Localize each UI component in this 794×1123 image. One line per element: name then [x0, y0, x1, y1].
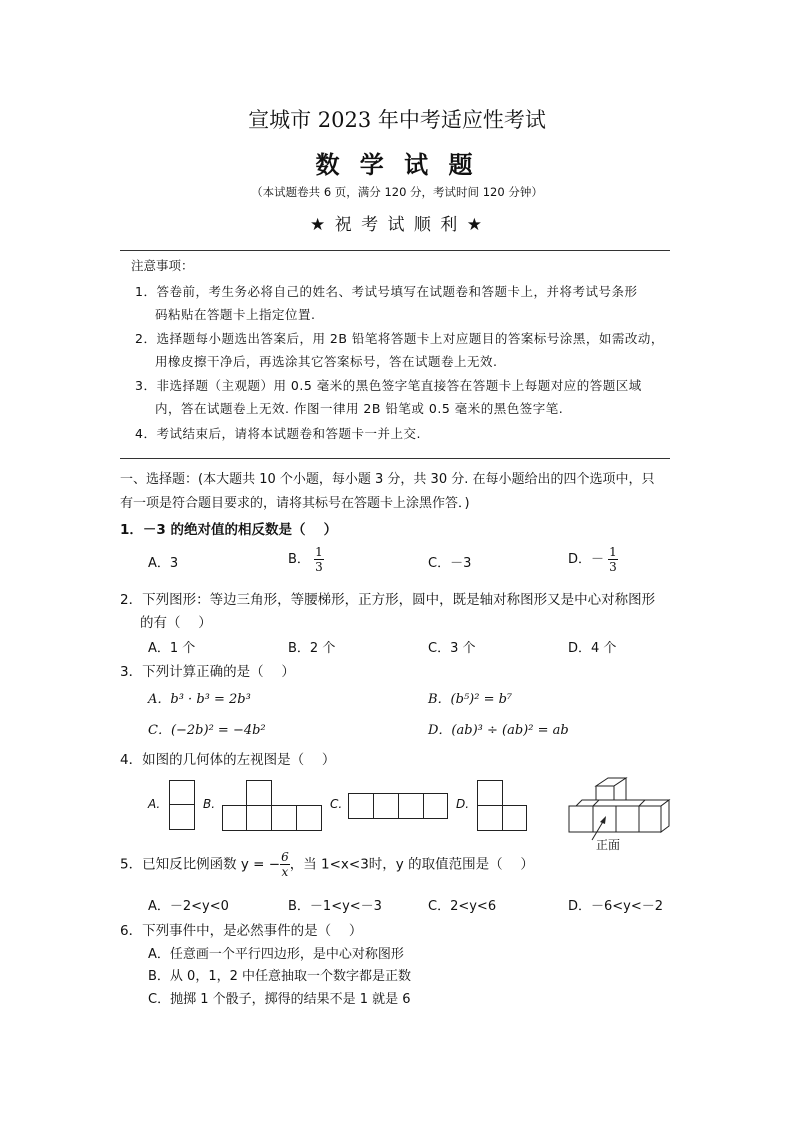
note-item: 3．非选择题（主观题）用 0.5 毫米的黑色签字笔直接答在答题卡上每题对应的答题区域 — [135, 378, 642, 393]
view-square — [477, 780, 503, 806]
q1-option-d-label: D．－ — [568, 552, 605, 567]
note-item: 4．考试结束后，请将本试题卷和答题卡一并上交. — [135, 426, 421, 441]
view-square — [502, 805, 527, 831]
q3-option-c: C．(−2b)² = −4b² — [148, 723, 266, 738]
q3-option-a: A．b³ · b³ = 2b³ — [148, 692, 251, 707]
q5-stem-pre: 5．已知反比例函数 y = − — [120, 856, 281, 873]
cube-face — [661, 800, 669, 832]
q2-option-a: A．1 个 — [148, 641, 196, 656]
fraction-numerator: 1 — [315, 545, 323, 559]
q1-option-c: C．－3 — [428, 556, 472, 571]
q4-figure-caption: 正面 — [596, 838, 621, 852]
q1-option-b — [288, 545, 324, 574]
q4-option-b: B. — [203, 797, 216, 811]
q5-option-b: B．－1<y<－3 — [288, 899, 382, 914]
q6-option-c: C．抛掷 1 个骰子，掷得的结果不是 1 就是 6 — [148, 992, 411, 1007]
view-square — [246, 805, 272, 831]
q1-option-a: A．3 — [148, 556, 179, 571]
exam-title: 宣城市 2023 年中考适应性考试 — [248, 108, 546, 132]
question-5 — [120, 850, 534, 879]
q5-option-a: A．－2<y<0 — [148, 899, 229, 914]
q2-option-b: B．2 个 — [288, 641, 336, 656]
fraction-denominator: 3 — [315, 560, 323, 574]
exam-info: （本试题卷共 6 页，满分 120 分，考试时间 120 分钟） — [251, 185, 543, 199]
fraction-denominator: x — [281, 865, 289, 879]
section-heading: 一、选择题：(本大题共 10 个小题，每小题 3 分，共 30 分. 在每小题给出的四个选项中，只 — [120, 472, 655, 487]
q4-figure-d — [477, 780, 527, 831]
view-square — [348, 793, 374, 819]
q5-option-d: D．－6<y<－2 — [568, 899, 664, 914]
q5-option-c: C．2<y<6 — [428, 899, 497, 914]
view-square — [222, 805, 248, 831]
section-heading-cont: 有一项是符合题目要求的，请将其标号在答题卡上涂黑作答．) — [120, 496, 470, 511]
fraction-numerator: 6 — [281, 850, 289, 864]
question-2-cont: 的有（ ） — [140, 615, 212, 631]
view-square — [169, 780, 195, 805]
q1-b-fraction — [314, 545, 324, 574]
q5-stem-post: ，当 1<x<3时，y 的取值范围是（ ） — [289, 856, 534, 873]
note-item: 用橡皮擦干净后，再选涂其它答案标号，答在试题卷上无效. — [155, 354, 498, 369]
q2-option-d: D．4 个 — [568, 641, 617, 656]
question-1: 1．－3 的绝对值的相反数是（ ） — [120, 522, 338, 538]
q4-option-a: A. — [148, 797, 161, 811]
question-4: 4．如图的几何体的左视图是（ ） — [120, 752, 336, 768]
q4-option-d: D. — [456, 797, 470, 811]
view-square — [373, 793, 399, 819]
q5-fraction — [280, 850, 290, 879]
note-item: 1．答卷前，考生务必将自己的姓名、考试号填写在试题卷和答题卡上，并将考试号条形 — [135, 284, 638, 299]
wish-line: ★ 祝 考 试 顺 利 ★ — [310, 215, 484, 235]
view-square — [169, 804, 195, 830]
view-square — [423, 793, 448, 819]
q1-option-b-label: B． — [288, 552, 310, 567]
view-square — [477, 805, 503, 831]
fraction-denominator: 3 — [609, 560, 617, 574]
notes-heading: 注意事项： — [131, 258, 194, 273]
note-item: 码粘贴在答题卡上指定位置. — [155, 307, 316, 322]
question-2: 2．下列图形：等边三角形，等腰梯形，正方形，圆中，既是轴对称图形又是中心对称图形 — [120, 592, 656, 608]
q2-option-c: C．3 个 — [428, 641, 476, 656]
fraction-numerator: 1 — [609, 545, 617, 559]
question-6: 6．下列事件中，是必然事件的是（ ） — [120, 923, 363, 939]
divider-top — [120, 250, 670, 251]
view-square — [271, 805, 297, 831]
q3-option-b: B．(b⁵)² = b⁷ — [428, 692, 513, 707]
cube-face — [616, 806, 639, 832]
note-item: 内，答在试题卷上无效. 作图一律用 2B 铅笔或 0.5 毫米的黑色签字笔. — [155, 401, 564, 416]
q4-figure-c — [348, 793, 448, 819]
cube-face — [569, 806, 593, 832]
view-square — [398, 793, 424, 819]
q1-option-d — [568, 545, 618, 574]
view-square — [246, 780, 272, 806]
cube-face — [639, 806, 661, 832]
q6-option-b: B．从 0，1，2 中任意抽取一个数字都是正数 — [148, 969, 411, 984]
q4-figure-b — [222, 780, 322, 831]
q4-figure-a — [169, 780, 195, 830]
cube-face — [576, 800, 669, 806]
q3-option-d: D．(ab)³ ÷ (ab)² = ab — [428, 723, 569, 738]
q6-option-a: A．任意画一个平行四边形，是中心对称图形 — [148, 947, 404, 962]
view-square — [296, 805, 322, 831]
q1-d-fraction — [608, 545, 618, 574]
divider-bottom — [120, 458, 670, 459]
note-item: 2．选择题每小题选出答案后，用 2B 铅笔将答题卡上对应题目的答案标号涂黑，如需改动， — [135, 331, 664, 346]
q4-option-c: C. — [330, 797, 343, 811]
subject-title: 数 学 试 题 — [315, 150, 479, 179]
question-3: 3．下列计算正确的是（ ） — [120, 664, 295, 680]
